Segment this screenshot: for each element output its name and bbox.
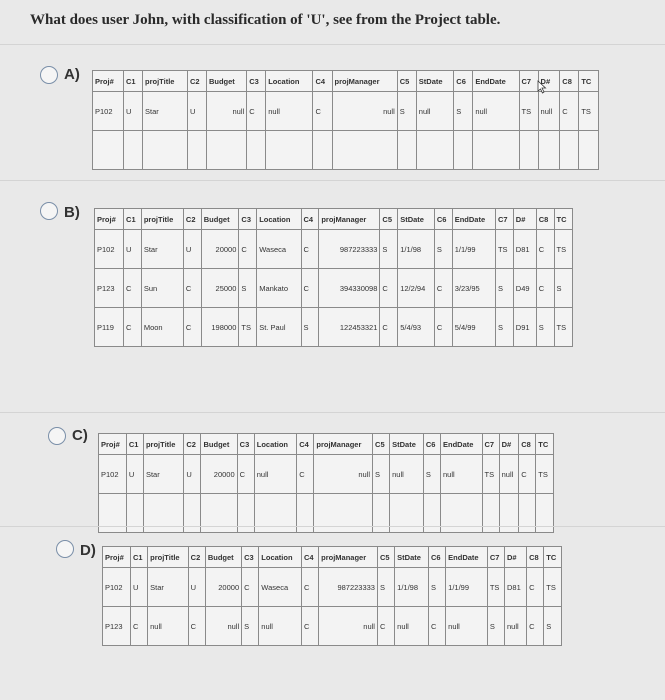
table-cell: Star <box>141 230 183 269</box>
table-header-row <box>93 71 599 92</box>
column-header: C4 <box>301 547 318 568</box>
table-cell: 987223333 <box>319 230 380 269</box>
table-cell: TS <box>544 568 562 607</box>
column-header: C8 <box>536 209 554 230</box>
table-cell: U <box>187 92 206 131</box>
table-cell: TS <box>495 230 513 269</box>
table-cell: 1/1/99 <box>452 230 495 269</box>
table-cell: C <box>429 607 446 646</box>
column-header: projTitle <box>143 71 188 92</box>
table-cell: C <box>380 269 398 308</box>
table-cell: null <box>254 455 297 494</box>
column-header: C7 <box>482 434 499 455</box>
table-cell: 1/1/99 <box>446 568 488 607</box>
table-cell: Mankato <box>257 269 301 308</box>
column-header: D# <box>505 547 527 568</box>
column-header: D# <box>499 434 519 455</box>
radio-button-a[interactable] <box>40 66 58 84</box>
table-cell <box>519 131 538 170</box>
column-header: projManager <box>314 434 373 455</box>
table-cell: U <box>126 455 143 494</box>
column-header: C6 <box>434 209 452 230</box>
table-cell: null <box>499 455 519 494</box>
column-header: C8 <box>560 71 579 92</box>
table-cell <box>123 131 142 170</box>
column-header: C6 <box>429 547 446 568</box>
table-cell: 25000 <box>201 269 239 308</box>
table-cell: S <box>377 568 394 607</box>
table-cell: S <box>301 308 319 347</box>
table-cell: P102 <box>95 230 124 269</box>
column-header: C2 <box>188 547 205 568</box>
column-header: D# <box>538 71 560 92</box>
table-cell: C <box>536 230 554 269</box>
column-header: C4 <box>313 71 332 92</box>
option-c[interactable] <box>0 425 665 530</box>
table-cell: null <box>446 607 488 646</box>
table-cell: TS <box>519 92 538 131</box>
column-header: D# <box>513 209 536 230</box>
table-cell: P123 <box>95 269 124 308</box>
column-header: projTitle <box>141 209 183 230</box>
column-header: TC <box>579 71 599 92</box>
column-header: C2 <box>184 434 201 455</box>
relation-table-a <box>92 70 599 170</box>
table-cell <box>143 131 188 170</box>
table-cell: S <box>554 269 572 308</box>
table-cell: TS <box>487 568 504 607</box>
table-cell: 198000 <box>201 308 239 347</box>
table-cell: null <box>206 92 246 131</box>
table-cell: C <box>434 308 452 347</box>
column-header: C1 <box>130 547 147 568</box>
table-cell: null <box>259 607 302 646</box>
option-a[interactable] <box>0 60 665 185</box>
table-cell: U <box>184 455 201 494</box>
table-cell: D91 <box>513 308 536 347</box>
column-header: TC <box>554 209 572 230</box>
table-cell: U <box>188 568 205 607</box>
table-cell: C <box>434 269 452 308</box>
table-cell: C <box>527 568 544 607</box>
table-cell: TS <box>554 308 572 347</box>
table-header-row <box>95 209 573 230</box>
column-header: projManager <box>332 71 397 92</box>
table-header-row <box>103 547 562 568</box>
table-cell <box>560 131 579 170</box>
table-cell: TS <box>239 308 257 347</box>
table-cell <box>313 131 332 170</box>
table-cell: C <box>124 269 142 308</box>
column-header: C7 <box>519 71 538 92</box>
column-header: C7 <box>487 547 504 568</box>
relation-table-d <box>102 546 562 646</box>
table-cell: 394330098 <box>319 269 380 308</box>
column-header: Proj# <box>93 71 124 92</box>
relation-table-b <box>94 208 573 347</box>
table-header-row <box>99 434 554 455</box>
column-header: C6 <box>454 71 473 92</box>
table-cell <box>247 131 266 170</box>
column-header: Budget <box>201 209 239 230</box>
table-cell: Waseca <box>259 568 302 607</box>
radio-button-d[interactable] <box>56 540 74 558</box>
table-cell: C <box>536 269 554 308</box>
table-row <box>95 308 573 347</box>
table-cell: 1/1/98 <box>398 230 435 269</box>
column-header: C6 <box>423 434 440 455</box>
table-cell: C <box>297 455 314 494</box>
divider <box>0 412 665 413</box>
table-cell: 12/2/94 <box>398 269 435 308</box>
column-header: TC <box>544 547 562 568</box>
column-header: C1 <box>126 434 143 455</box>
table-cell: 1/1/98 <box>395 568 429 607</box>
column-header: C5 <box>373 434 390 455</box>
table-cell: Star <box>148 568 189 607</box>
table-row <box>95 269 573 308</box>
column-header: C3 <box>239 209 257 230</box>
column-header: C4 <box>301 209 319 230</box>
table-cell: Star <box>143 92 188 131</box>
column-header: Location <box>257 209 301 230</box>
table-cell: S <box>495 308 513 347</box>
table-cell: S <box>487 607 504 646</box>
column-header: Proj# <box>95 209 124 230</box>
table-cell <box>416 131 454 170</box>
table-cell: TS <box>536 455 554 494</box>
table-cell: D81 <box>505 568 527 607</box>
table-row <box>95 230 573 269</box>
table-cell <box>266 131 313 170</box>
column-header: C1 <box>124 209 142 230</box>
table-cell: P102 <box>93 92 124 131</box>
table-cell: P119 <box>95 308 124 347</box>
table-cell: S <box>423 455 440 494</box>
column-header: C5 <box>377 547 394 568</box>
column-header: EndDate <box>452 209 495 230</box>
column-header: StDate <box>398 209 435 230</box>
table-cell: null <box>416 92 454 131</box>
table-cell: P102 <box>103 568 131 607</box>
table-cell: S <box>373 455 390 494</box>
table-cell: Sun <box>141 269 183 308</box>
table-cell: D49 <box>513 269 536 308</box>
table-row <box>103 568 562 607</box>
mouse-cursor-icon <box>536 80 548 94</box>
table-cell: C <box>519 455 536 494</box>
question-text: What does user John, with classification of 'U', see from the Project table. <box>30 12 501 28</box>
table-cell: null <box>332 92 397 131</box>
table-cell <box>538 131 560 170</box>
table-cell: S <box>397 92 416 131</box>
table-cell: C <box>313 92 332 131</box>
table-cell <box>187 131 206 170</box>
column-header: C8 <box>527 547 544 568</box>
table-cell: null <box>538 92 560 131</box>
table-cell: P123 <box>103 607 131 646</box>
column-header: EndDate <box>440 434 482 455</box>
column-header: EndDate <box>473 71 519 92</box>
table-cell: Waseca <box>257 230 301 269</box>
table-cell: C <box>377 607 394 646</box>
table-cell: Moon <box>141 308 183 347</box>
table-cell <box>454 131 473 170</box>
table-cell: S <box>380 230 398 269</box>
column-header: C5 <box>380 209 398 230</box>
table-cell: C <box>130 607 147 646</box>
table-cell <box>579 131 599 170</box>
table-cell: null <box>440 455 482 494</box>
table-cell: U <box>124 230 142 269</box>
column-header: C5 <box>397 71 416 92</box>
divider <box>0 180 665 181</box>
table-cell: U <box>123 92 142 131</box>
table-row <box>103 607 562 646</box>
table-cell: C <box>124 308 142 347</box>
table-row <box>93 131 599 170</box>
table-cell: D81 <box>513 230 536 269</box>
column-header: C4 <box>297 434 314 455</box>
table-cell: null <box>319 607 378 646</box>
table-cell: null <box>205 607 241 646</box>
column-header: C3 <box>242 547 259 568</box>
table-cell: null <box>390 455 424 494</box>
table-cell: null <box>148 607 189 646</box>
column-header: projTitle <box>148 547 189 568</box>
column-header: C3 <box>237 434 254 455</box>
table-cell: U <box>183 230 201 269</box>
radio-button-c[interactable] <box>48 427 66 445</box>
column-header: C7 <box>495 209 513 230</box>
table-cell: S <box>495 269 513 308</box>
column-header: StDate <box>390 434 424 455</box>
table-cell: null <box>395 607 429 646</box>
table-cell: 20000 <box>201 230 239 269</box>
table-cell: C <box>183 308 201 347</box>
table-cell: 20000 <box>201 455 237 494</box>
table-cell <box>93 131 124 170</box>
table-cell: C <box>301 269 319 308</box>
option-label-b: B) <box>64 204 80 221</box>
column-header: C3 <box>247 71 266 92</box>
table-cell: null <box>266 92 313 131</box>
column-header: TC <box>536 434 554 455</box>
column-header: StDate <box>416 71 454 92</box>
option-label-d: D) <box>80 542 96 559</box>
option-label-a: A) <box>64 66 80 83</box>
radio-button-b[interactable] <box>40 202 58 220</box>
table-cell: C <box>247 92 266 131</box>
table-cell <box>332 131 397 170</box>
table-cell: C <box>237 455 254 494</box>
table-cell <box>473 131 519 170</box>
table-cell: C <box>301 607 318 646</box>
table-row <box>93 92 599 131</box>
table-cell: C <box>188 607 205 646</box>
table-cell: TS <box>482 455 499 494</box>
column-header: Location <box>259 547 302 568</box>
table-cell: S <box>544 607 562 646</box>
relation-table-c <box>98 433 554 533</box>
column-header: Location <box>254 434 297 455</box>
table-cell: C <box>183 269 201 308</box>
table-cell: 5/4/93 <box>398 308 435 347</box>
column-header: projManager <box>319 547 378 568</box>
table-cell: TS <box>554 230 572 269</box>
table-cell: 122453321 <box>319 308 380 347</box>
table-cell: Star <box>143 455 183 494</box>
table-row <box>99 455 554 494</box>
table-cell: 5/4/99 <box>452 308 495 347</box>
table-cell: S <box>536 308 554 347</box>
table-cell: null <box>505 607 527 646</box>
option-d[interactable] <box>0 538 665 700</box>
table-cell: C <box>239 230 257 269</box>
table-cell: 987223333 <box>319 568 378 607</box>
table-cell: S <box>454 92 473 131</box>
table-cell: C <box>560 92 579 131</box>
table-cell: 20000 <box>205 568 241 607</box>
divider <box>0 44 665 45</box>
column-header: C1 <box>123 71 142 92</box>
table-cell: P102 <box>99 455 127 494</box>
table-cell: C <box>242 568 259 607</box>
divider <box>0 526 665 527</box>
table-cell <box>206 131 246 170</box>
column-header: C2 <box>187 71 206 92</box>
table-cell: S <box>434 230 452 269</box>
table-cell: S <box>429 568 446 607</box>
column-header: C8 <box>519 434 536 455</box>
column-header: Budget <box>206 71 246 92</box>
table-cell: St. Paul <box>257 308 301 347</box>
column-header: Budget <box>201 434 237 455</box>
table-cell: C <box>380 308 398 347</box>
table-cell: C <box>301 230 319 269</box>
table-cell: null <box>473 92 519 131</box>
column-header: Location <box>266 71 313 92</box>
column-header: Proj# <box>103 547 131 568</box>
table-cell: null <box>314 455 373 494</box>
column-header: StDate <box>395 547 429 568</box>
column-header: projTitle <box>143 434 183 455</box>
table-cell: C <box>301 568 318 607</box>
option-label-c: C) <box>72 427 88 444</box>
table-cell: U <box>130 568 147 607</box>
column-header: projManager <box>319 209 380 230</box>
column-header: Proj# <box>99 434 127 455</box>
column-header: EndDate <box>446 547 488 568</box>
table-cell: TS <box>579 92 599 131</box>
column-header: C2 <box>183 209 201 230</box>
table-cell: S <box>242 607 259 646</box>
column-header: Budget <box>205 547 241 568</box>
table-cell: C <box>527 607 544 646</box>
option-b[interactable] <box>0 196 665 411</box>
table-cell: 3/23/95 <box>452 269 495 308</box>
table-cell <box>397 131 416 170</box>
table-cell: S <box>239 269 257 308</box>
